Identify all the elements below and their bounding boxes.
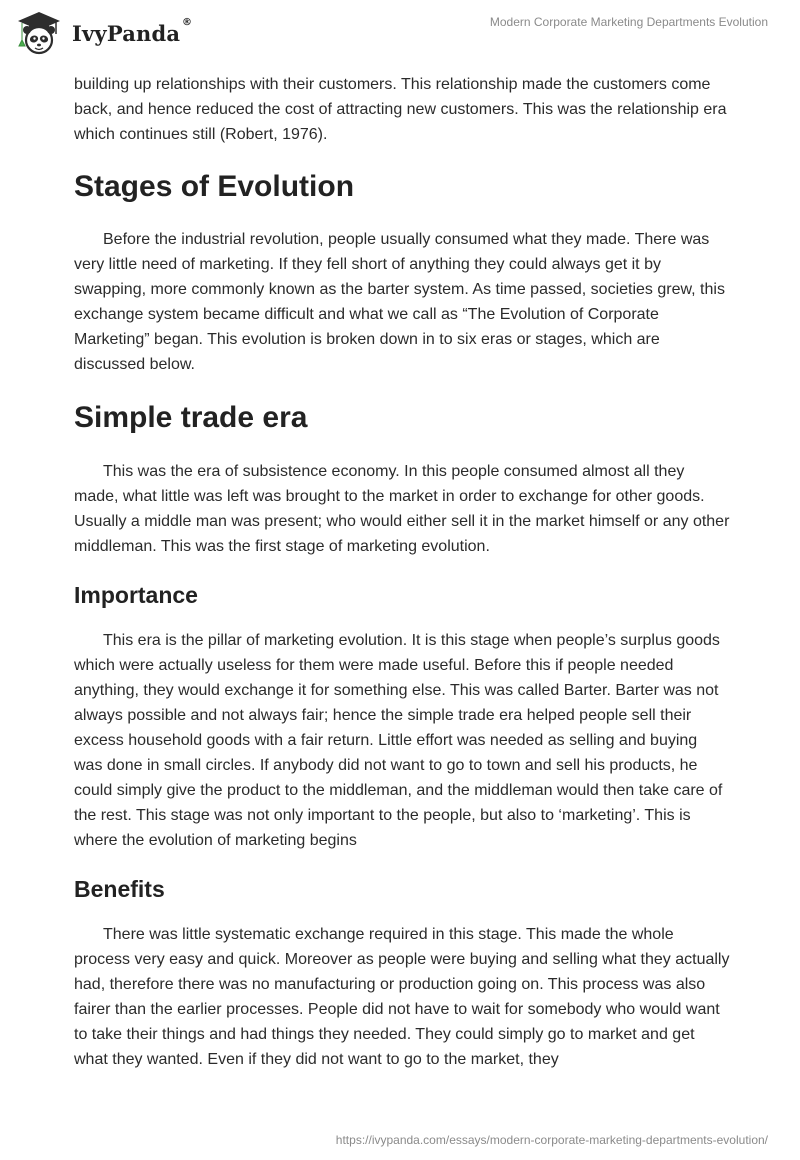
essay-content <box>74 72 730 1072</box>
brand-name-text: IvyPanda <box>72 20 181 46</box>
heading-simple-trade-era: Simple trade era <box>74 401 308 434</box>
brand-logo-link[interactable] <box>14 8 193 58</box>
heading-importance: Importance <box>74 582 198 608</box>
registered-mark: ® <box>182 16 193 28</box>
stages-paragraph: Before the industrial revolution, people usually consumed what they made. There was very little need of marketing. If they fell short of anything they could always get it by swapping, more commonly known as the barter system. As time passed, societies grew, this exchange system became difficult and what we call as “The Evolution of Corporate Marketing” began. This evolution is broken down in to six eras or stages, which are discussed below. <box>74 231 725 373</box>
benefits-paragraph: There was little systematic exchange required in this stage. This made the whole process very easy and quick. Moreover as people were buying and selling what they actually had, therefore there was no manufacturing or production going on. This process was also fairer than the earlier processes. People did not have to wait for somebody who would want to take their things and had things they needed. They could simply go to market and get what they wanted. Even if they did not want to go to the market, they <box>74 926 730 1068</box>
simple-trade-paragraph: This was the era of subsistence economy. In this people consumed almost all they made, what little was left was brought to the market in order to exchange for other goods. Usually a middle man was present; who would either sell it in the market himself or any other middleman. This was the first stage of marketing evolution. <box>74 463 730 555</box>
importance-paragraph: This era is the pillar of marketing evolution. It is this stage when people’s surplus goods which were actually useless for them were made useful. Before this if people needed anything, they would exchange it for something else. This was called Barter. Barter was not always possible and not always fair; hence the simple trade era helped people sell their excess household goods with a fair return. Little effort was needed as selling and buying was done in small circles. If anybody did not want to go to town and sell his products, he could simply give the product to the middleman, and the middleman would then take care of the rest. This stage was not only important to the people, but also to ‘marketing’. This is where the evolution of marketing begins <box>74 632 723 849</box>
document-title: Modern Corporate Marketing Departments Evolution <box>489 15 768 29</box>
footer-source-link[interactable]: https://ivypanda.com/essays/modern-corporate-marketing-departments-evolution/ <box>335 1133 768 1147</box>
page-header <box>0 0 800 70</box>
intro-paragraph: building up relationships with their customers. This relationship made the customers come back, and hence reduced the cost of attracting new customers. This was the relationship era which continues still (Robert, 1976). <box>74 76 727 143</box>
panda-logo-icon <box>14 10 64 56</box>
heading-benefits: Benefits <box>74 876 165 902</box>
heading-stages-of-evolution: Stages of Evolution <box>74 170 355 203</box>
brand-name <box>72 16 193 46</box>
